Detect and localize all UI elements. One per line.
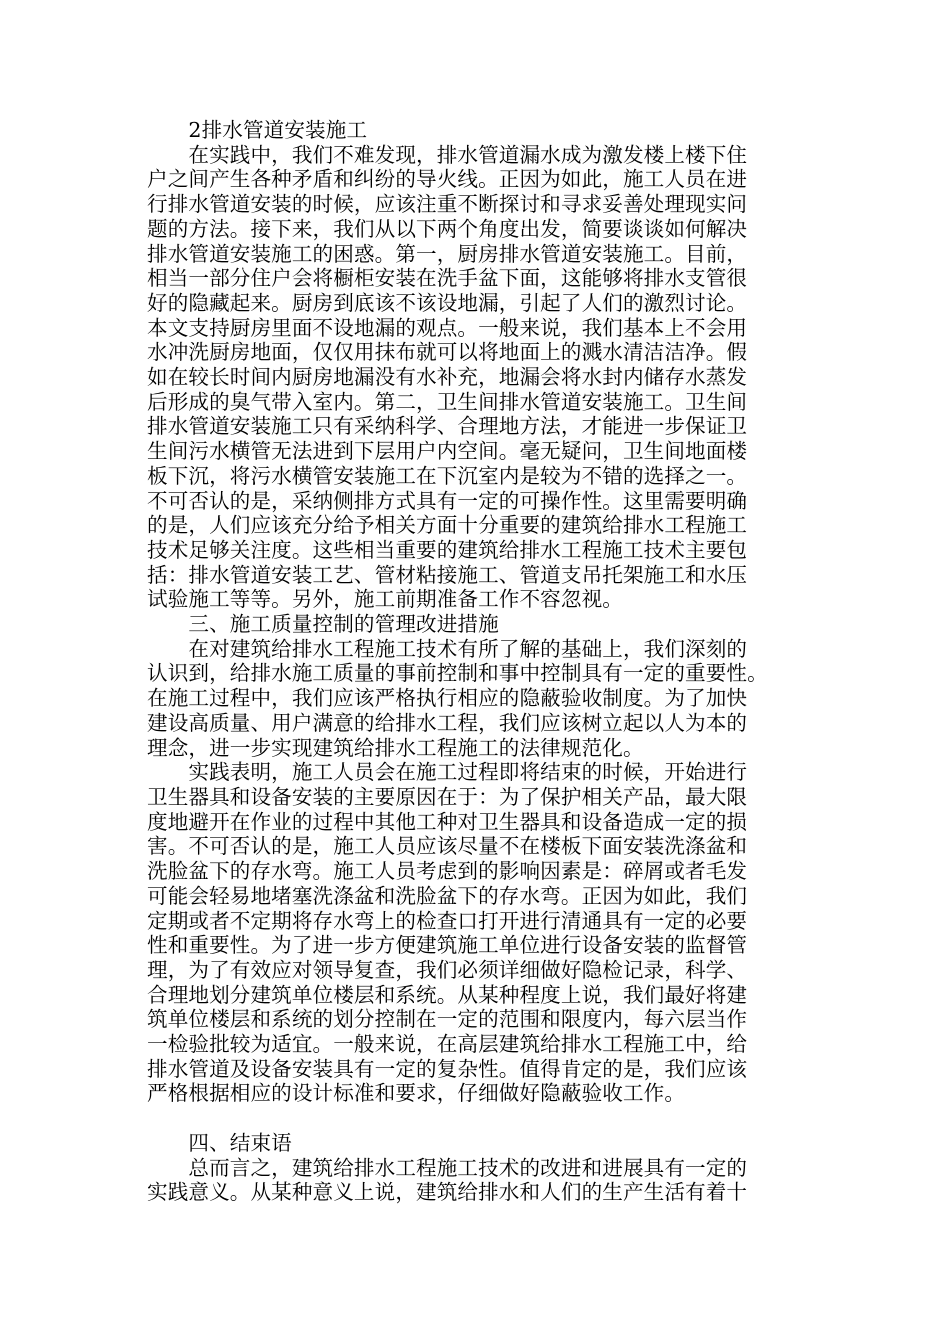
blank-line — [147, 1106, 805, 1131]
text-line: 筑单位楼层和系统的划分控制在一定的范围和限度内，每六层当作 — [147, 1007, 748, 1032]
text-line: 严格根据相应的设计标准和要求，仔细做好隐蔽验收工作。 — [147, 1081, 686, 1106]
text-line: 排水管道安装施工只有采纳科学、合理地方法，才能进一步保证卫 — [147, 414, 748, 439]
text-line: 相当一部分住户会将橱柜安装在洗手盆下面，这能够将排水支管很 — [147, 266, 748, 291]
text-line: 题的方法。接下来，我们从以下两个角度出发，简要谈谈如何解决 — [147, 216, 748, 241]
text-line: 技术足够关注度。这些相当重要的建筑给排水工程施工技术主要包 — [147, 537, 748, 562]
text-line: 在对建筑给排水工程施工技术有所了解的基础上，我们深刻的 — [147, 636, 748, 661]
text-line: 理，为了有效应对领导复查，我们必须详细做好隐检记录，科学、 — [147, 957, 748, 982]
text-line: 试验施工等等。另外，施工前期准备工作不容忽视。 — [147, 587, 623, 612]
text-line: 一检验批较为适宜。一般来说，在高层建筑给排水工程施工中，给 — [147, 1032, 748, 1057]
text-line: 定期或者不定期将存水弯上的检查口打开进行清通具有一定的必要 — [147, 908, 748, 933]
text-line: 总而言之，建筑给排水工程施工技术的改进和进展具有一定的 — [147, 1155, 748, 1180]
text-line: 的是，人们应该充分给予相关方面十分重要的建筑给排水工程施工 — [147, 513, 748, 538]
text-line: 水冲洗厨房地面，仅仅用抹布就可以将地面上的溅水清洁洁净。假 — [147, 340, 748, 365]
document-body — [147, 118, 805, 1205]
text-line: 认识到，给排水施工质量的事前控制和事中控制具有一定的重要性。 — [147, 661, 768, 686]
section-heading: 四、结束语 — [147, 1130, 292, 1155]
text-line: 理念，进一步实现建筑给排水工程施工的法律规范化。 — [147, 735, 644, 760]
text-line: 户之间产生各种矛盾和纠纷的导火线。正因为如此，施工人员在进 — [147, 167, 748, 192]
text-line: 实践表明，施工人员会在施工过程即将结束的时候，开始进行 — [147, 760, 748, 785]
text-line: 板下沉，将污水横管安装施工在下沉室内是较为不错的选择之一。 — [147, 463, 748, 488]
text-line: 性和重要性。为了进一步方便建筑施工单位进行设备安装的监督管 — [147, 933, 748, 958]
text-line: 不可否认的是，采纳侧排方式具有一定的可操作性。这里需要明确 — [147, 488, 748, 513]
text-line: 实践意义。从某种意义上说，建筑给排水和人们的生产生活有着十 — [147, 1180, 748, 1205]
text-line: 卫生器具和设备安装的主要原因在于：为了保护相关产品，最大限 — [147, 784, 748, 809]
text-line: 本文支持厨房里面不设地漏的观点。一般来说，我们基本上不会用 — [147, 315, 748, 340]
section-heading: 2排水管道安装施工 — [147, 118, 368, 142]
text-line: 括：排水管道安装工艺、管材粘接施工、管道支吊托架施工和水压 — [147, 562, 748, 587]
text-line: 行排水管道安装的时候，应该注重不断探讨和寻求妥善处理现实问 — [147, 192, 748, 217]
text-line: 如在较长时间内厨房地漏没有水补充，地漏会将水封内储存水蒸发 — [147, 365, 748, 390]
text-line: 生间污水横管无法进到下层用户内空间。毫无疑问，卫生间地面楼 — [147, 439, 748, 464]
text-line: 洗脸盆下的存水弯。施工人员考虑到的影响因素是：碎屑或者毛发 — [147, 859, 748, 884]
text-line: 建设高质量、用户满意的给排水工程，我们应该树立起以人为本的 — [147, 710, 748, 735]
text-line: 排水管道安装施工的困惑。第一，厨房排水管道安装施工。目前， — [147, 241, 748, 266]
text-line: 排水管道及设备安装具有一定的复杂性。值得肯定的是，我们应该 — [147, 1056, 748, 1081]
text-line: 害。不可否认的是，施工人员应该尽量不在楼板下面安装洗涤盆和 — [147, 834, 748, 859]
text-line: 在实践中，我们不难发现，排水管道漏水成为激发楼上楼下住 — [147, 142, 748, 167]
text-line: 可能会轻易地堵塞洗涤盆和洗脸盆下的存水弯。正因为如此，我们 — [147, 883, 748, 908]
text-line: 后形成的臭气带入室内。第二，卫生间排水管道安装施工。卫生间 — [147, 389, 748, 414]
text-line: 好的隐藏起来。厨房到底该不该设地漏，引起了人们的激烈讨论。 — [147, 290, 748, 315]
text-line: 合理地划分建筑单位楼层和系统。从某种程度上说，我们最好将建 — [147, 982, 748, 1007]
text-line: 在施工过程中，我们应该严格执行相应的隐蔽验收制度。为了加快 — [147, 686, 748, 711]
section-heading: 三、施工质量控制的管理改进措施 — [147, 612, 499, 637]
text-line: 度地避开在作业的过程中其他工种对卫生器具和设备造成一定的损 — [147, 809, 748, 834]
